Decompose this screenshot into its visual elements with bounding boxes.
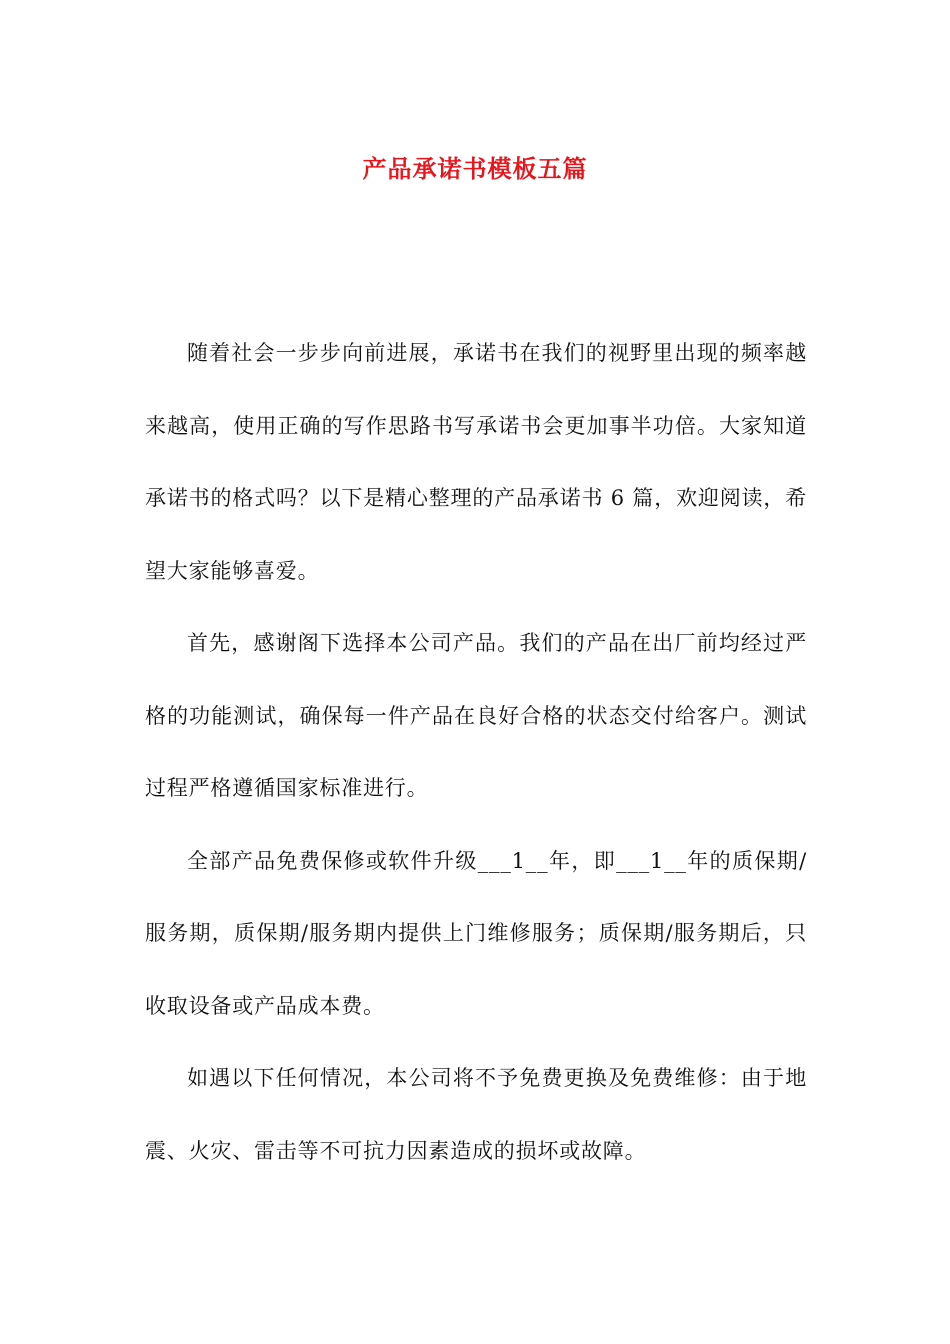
- paragraph-thanks: 首先，感谢阁下选择本公司产品。我们的产品在出厂前均经过严格的功能测试，确保每一件产品在良好合格的状态交付给客户。测试过程严格遵循国家标准进行。: [145, 631, 807, 800]
- paragraph-intro: 随着社会一步步向前进展，承诺书在我们的视野里出现的频率越来越高，使用正确的写作思路书写承诺书会更加事半功倍。大家知道承诺书的格式吗？以下是精心整理的产品承诺书 6 篇，欢迎阅读，希望大家能够喜爱。: [145, 341, 807, 583]
- document-title: 产品承诺书模板五篇: [362, 154, 588, 184]
- document-body: [145, 317, 807, 1187]
- paragraph-warranty: 全部产品免费保修或软件升级___1__年，即___1__年的质保期/服务期，质保期/服务期内提供上门维修服务；质保期/服务期后，只收取设备或产品成本费。: [145, 848, 807, 1018]
- paragraph-exclusions: 如遇以下任何情况，本公司将不予免费更换及免费维修：由于地震、火灾、雷击等不可抗力因素造成的损坏或故障。: [145, 1066, 807, 1163]
